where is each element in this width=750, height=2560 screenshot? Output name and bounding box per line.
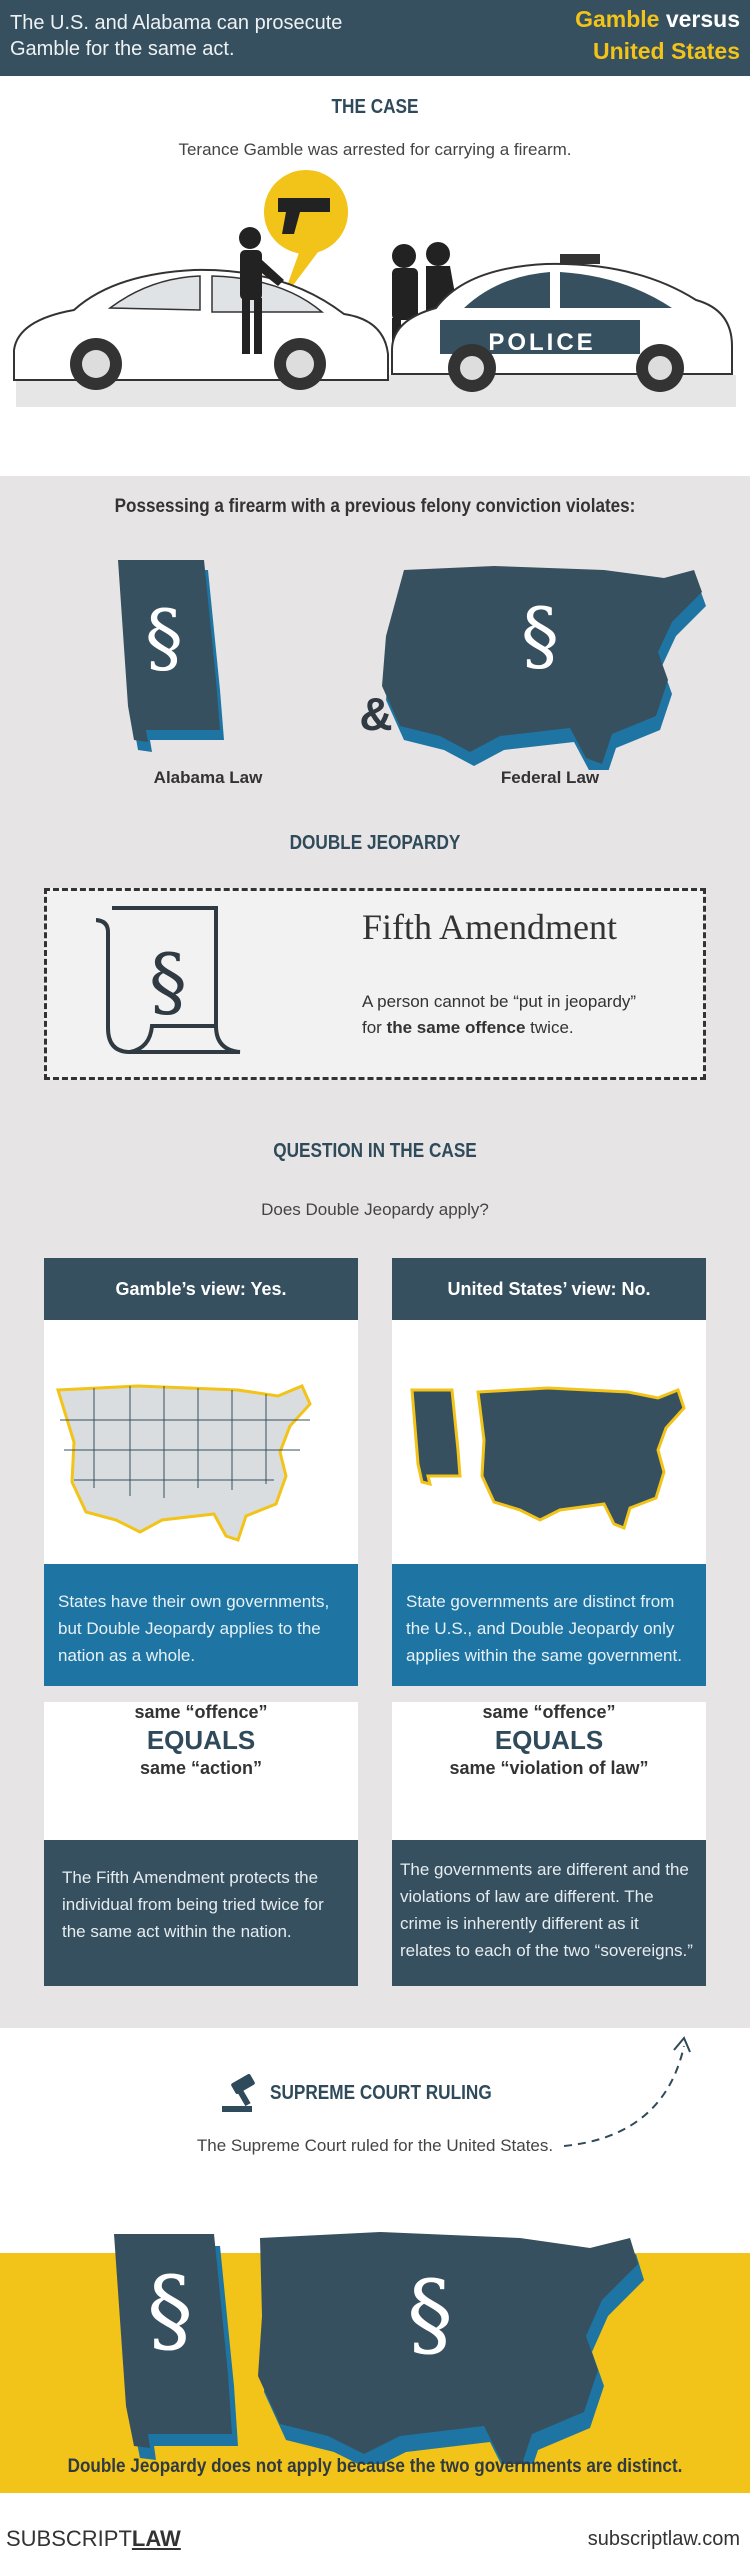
federal-law-label: Federal Law — [500, 768, 600, 787]
us-view-header: United States’ view: No. — [392, 1258, 706, 1320]
us-eq-top: same “offence” — [482, 1702, 616, 1722]
question-text: Does Double Jeopardy apply? — [261, 1200, 489, 1219]
svg-text:§: § — [145, 593, 183, 682]
dashed-arrow-icon — [560, 2030, 700, 2160]
gamble-blue-text: States have their own governments, but Double Jeopardy applies to the nation as a whole. — [44, 1564, 358, 1686]
the-case-title: THE CASE — [331, 96, 419, 118]
question-title: QUESTION IN THE CASE — [273, 1140, 477, 1162]
us-view-column — [392, 1258, 706, 1986]
fifth-amendment-line2: for the same offence twice. — [362, 1018, 574, 1037]
fifth-amendment-title: Fifth Amendment — [362, 907, 617, 947]
header-title-line2: United States — [593, 38, 740, 64]
us-map-icon — [382, 566, 706, 770]
title-gamble: Gamble — [575, 6, 660, 32]
conclusion-map-illustration — [100, 2214, 660, 2464]
gamble-eq-bottom: same “action” — [139, 1758, 263, 1778]
gamble-map-panel — [44, 1320, 358, 1564]
ampersand: & — [359, 688, 393, 740]
svg-text:§: § — [407, 2261, 453, 2368]
gamble-equation-panel — [44, 1702, 358, 1840]
gavel-icon — [218, 2074, 264, 2114]
header-subtitle: The U.S. and Alabama can prosecute Gamble for the same act. — [10, 12, 343, 60]
gamble-dark-text: The Fifth Amendment protects the individual from being tried twice for the same act within the nation. — [44, 1840, 358, 1986]
us-states-map-icon — [44, 1320, 358, 1564]
conclusion-text: Double Jeopardy does not apply because the two governments are distinct. — [67, 2456, 683, 2477]
us-blue-text: State governments are distinct from the U.S., and Double Jeopardy only applies within the same government. — [392, 1564, 706, 1686]
the-case-text: Terance Gamble was arrested for carrying a firearm. — [178, 140, 572, 159]
ruling-text: The Supreme Court ruled for the United States. — [196, 2136, 554, 2155]
us-eq-equals: EQUALS — [494, 1725, 604, 1755]
alabama-and-us-map-icon — [392, 1320, 706, 1564]
header-title — [575, 6, 740, 33]
police-label: POLICE — [488, 329, 596, 356]
scroll-icon — [96, 902, 266, 1062]
double-jeopardy-title: DOUBLE JEOPARDY — [289, 832, 461, 854]
us-map-icon-large — [258, 2232, 644, 2464]
gamble-eq-equals: EQUALS — [146, 1725, 256, 1755]
gamble-eq-top: same “offence” — [134, 1702, 268, 1722]
gamble-view-column — [44, 1258, 358, 1986]
car-icon — [14, 270, 388, 390]
alabama-law-label: Alabama Law — [153, 768, 263, 787]
us-dark-text: The governments are different and the violations of law are different. The crime is inherently different as it relates to each of the two “sovereigns.” — [392, 1840, 706, 1986]
svg-text:§: § — [147, 2257, 193, 2364]
arrest-illustration — [0, 170, 750, 420]
gamble-view-header: Gamble’s view: Yes. — [44, 1258, 358, 1320]
violation-heading: Possessing a firearm with a previous felony conviction violates: — [114, 496, 636, 517]
svg-text:§: § — [149, 937, 187, 1026]
svg-text:§: § — [521, 591, 559, 680]
us-eq-bottom: same “violation of law” — [449, 1758, 649, 1778]
us-map-panel — [392, 1320, 706, 1564]
fifth-amendment-line1: A person cannot be “put in jeopardy” — [362, 992, 637, 1011]
site-link[interactable]: subscriptlaw.com — [587, 2528, 740, 2550]
us-equation-panel — [392, 1702, 706, 1840]
brand-logo: SUBSCRIPTLAW — [6, 2526, 181, 2551]
ruling-title: SUPREME COURT RULING — [270, 2082, 492, 2104]
alabama-map-icon-large — [114, 2234, 238, 2460]
laws-illustration — [0, 540, 750, 770]
alabama-map-icon — [118, 560, 224, 752]
title-versus: versus — [659, 6, 740, 32]
